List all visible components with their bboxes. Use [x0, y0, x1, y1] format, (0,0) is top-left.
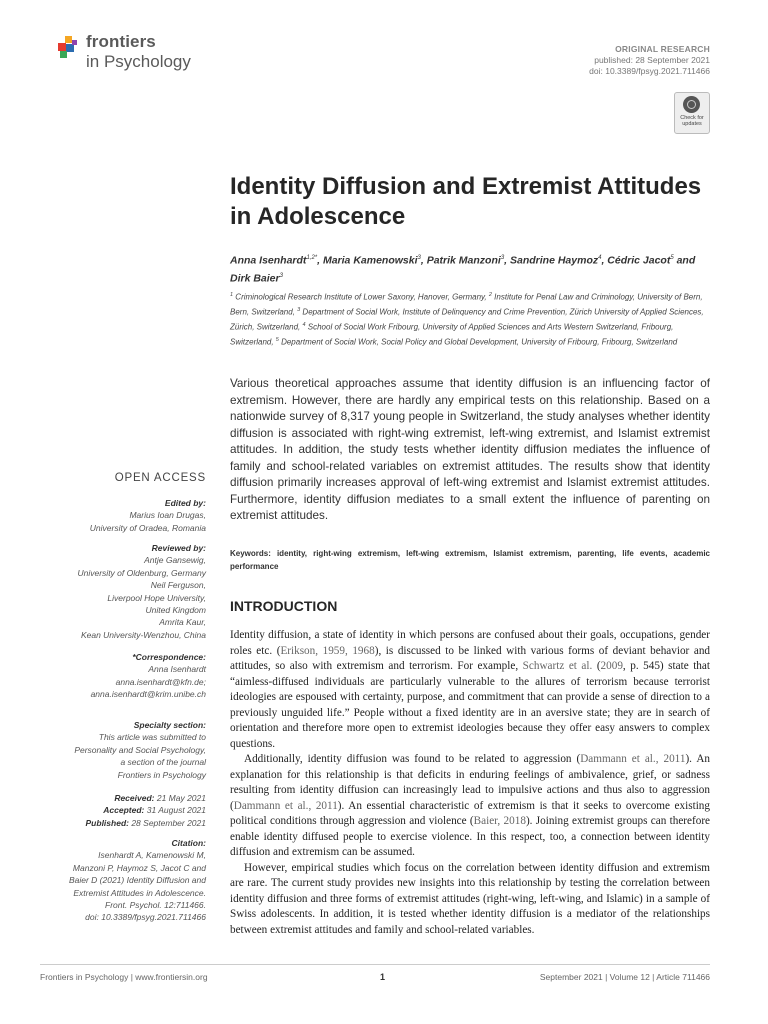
reviewer-line: Liverpool Hope University,: [107, 592, 206, 603]
footer-divider: [40, 964, 710, 965]
email-link[interactable]: anna.isenhardt@kfn.de;: [115, 676, 206, 687]
citation-line: Isenhardt A, Kamenowski M,: [98, 850, 206, 861]
author-name[interactable]: Anna Isenhardt: [230, 254, 307, 267]
section-heading-introduction: INTRODUCTION: [230, 598, 338, 614]
citation-link[interactable]: Dammann et al., 2011: [580, 753, 686, 765]
specialty-section: Specialty section: This article was submitted to Personality and Social Psychology, a section of the journal Frontiers in Psychology: [40, 719, 206, 781]
citation-line: Baier D (2021) Identity Diffusion and: [68, 875, 206, 886]
author-affiliation-marker: 5: [670, 255, 674, 261]
reviewer-line: Kean University-Wenzhou, China: [80, 629, 206, 640]
citation-link[interactable]: Schwartz et al.: [522, 660, 593, 672]
specialty-line: a section of the journal: [120, 757, 206, 768]
affiliations: [230, 289, 712, 348]
specialty-line: This article was submitted to: [98, 732, 206, 743]
page-number: 1: [380, 972, 386, 982]
open-access-label: OPEN ACCESS: [114, 472, 206, 484]
correspondence-line: Anna Isenhardt: [148, 664, 206, 675]
author-list: Anna Isenhardt$^{1,2*}$, Maria Kamenowski$^3$, Patrik Manzoni$^3$, Sandrine Haymoz$^4$, Cédric Jacot$^5$ and Dirk Baier$^3$: [230, 254, 696, 284]
author-name[interactable]: Patrik Manzoni: [426, 254, 501, 267]
citation-line: Front. Psychol. 12:711466.: [105, 900, 206, 911]
journal-logo[interactable]: [56, 32, 206, 80]
citation-link[interactable]: Erikson, 1959, 1968: [280, 644, 375, 657]
specialty-line: Frontiers in Psychology: [117, 769, 206, 780]
date-line: [40, 792, 206, 804]
body-text: [230, 628, 710, 938]
author-name[interactable]: Sandrine Haymoz: [510, 254, 599, 267]
reviewer-line: Neil Ferguson,: [150, 580, 206, 591]
author-affiliation-marker: 1,2*: [306, 255, 318, 261]
date-value: 21 May 2021: [156, 793, 206, 803]
brand-name: frontiers: [86, 32, 156, 51]
affiliation-marker: 1: [230, 292, 234, 298]
article-title: Identity Diffusion and Extremist Attitudes in Adolescence: [230, 173, 702, 230]
doi[interactable]: doi: 10.3389/fpsyg.2021.711466: [589, 66, 710, 76]
article-meta: [589, 44, 710, 77]
editor-line: Marius Ioan Drugas,: [129, 510, 206, 521]
author-name[interactable]: Cédric Jacot: [607, 254, 671, 267]
footer-issue: September 2021 | Volume 12 | Article 711466: [539, 972, 710, 982]
editor-line: University of Oradea, Romania: [89, 522, 206, 533]
affiliation-text: Criminological Research Institute of Lower Saxony, Hanover, Germany,: [233, 292, 489, 302]
affiliation-text: School of Social Work Fribourg, University of Applied Sciences and Arts Western Switzerland, Fribourg, Switzerland,: [230, 322, 674, 347]
reviewer-line: University of Oldenburg, Germany: [77, 567, 206, 578]
email-link[interactable]: anna.isenhardt@krim.unibe.ch: [90, 689, 206, 700]
date-value: 31 August 2021: [146, 805, 206, 816]
affiliation-marker: 4: [302, 321, 306, 328]
reviewer-line: Amrita Kaur,: [159, 617, 206, 628]
affiliation-text: Institute for Penal Law and Criminology, University of Bern, Bern, Switzerland,: [230, 292, 703, 317]
article-type: ORIGINAL RESEARCH: [615, 44, 710, 54]
check-for-updates-badge[interactable]: [674, 92, 708, 132]
edited-by: Edited by: Marius Ioan Drugas, University of Oradea, Romania: [40, 497, 206, 534]
author-affiliation-marker: 4: [598, 255, 602, 261]
citation-line: Extremist Attitudes in Adolescence.: [73, 887, 206, 898]
paragraph: Additionally, identity diffusion was found to be related to aggression (Dammann et al., 2011). An explanation for this relationship is that deficits in enduring feelings of ambivalence, grief, or sadness resulting from identity diffusion can increasingly lead to impulsive actions and thus also to aggression (Dammann et al., 2011). An essential characteristic of extremism is that it seeks to overcome existing political conditions through aggression and violence (Baier, 2018). Joining extremist groups can therefore enable identity diffused people to exercise violence. In this respect, too, a connection between identity diffusion and extremism can be assumed.: [230, 753, 711, 858]
citation-line: doi: 10.3389/fpsyg.2021.711466: [85, 912, 206, 923]
article-dates: [40, 792, 206, 829]
reviewed-by: Reviewed by: Antje Gansewig, University of Oldenburg, Germany Neil Ferguson, Liverpool Hope University, United Kingdom Amrita Kaur, Kean University-Wenzhou, China: [40, 542, 206, 641]
citation-link[interactable]: 2009: [600, 660, 623, 672]
paragraph: However, empirical studies which focus on the correlation between identity diffusion and extremism are rare. The current study provides new insights into this relationship by testing the correlation between identity diffusion and three forms of extremist attitudes (right-wing, left-wing, and Islamic) in a sample of Swiss adolescents. In addition, it is tested whether identity diffusion is a mediator of the relationships between extremist attitudes and family and school-related variables.: [230, 861, 710, 936]
author-affiliation-marker: 3: [500, 255, 505, 261]
author-name[interactable]: Dirk Baier: [230, 272, 280, 284]
reviewer-line: Antje Gansewig,: [144, 555, 206, 566]
paragraph: Identity diffusion, a state of identity in which persons are confused about their goals, occupations, gender roles etc. (Erikson, 1959, 1968), is discussed to be linked with various forms of deviant behavior and attitudes, so also with extremism and terrorism. For example, Schwartz et al. (2009, p. 545) state that “aimless-diffused individuals are particularly vulnerable to the allures of terrorism because terrorist ideologies are espoused with certainty, purpose, and commitment that can provide a sense of direction to a previously unguided life.” People without a fixed identity are in an aversive state; they are in search of orientation and therefore more open to extremist ideologies because they offer easy answers to complex questions.: [230, 629, 711, 750]
date-label: Accepted:: [103, 805, 147, 816]
citation-link[interactable]: Baier, 2018: [473, 815, 526, 827]
date-label: Published:: [85, 817, 132, 828]
citation-link[interactable]: Dammann et al., 2011: [233, 799, 338, 812]
correspondence: *Correspondence: Anna Isenhardt anna.isenhardt@kfn.de; anna.isenhardt@krim.unibe.ch: [40, 651, 206, 701]
specialty-line: Personality and Social Psychology,: [74, 744, 206, 755]
author-name[interactable]: Maria Kamenowski: [322, 254, 418, 267]
citation: Citation: Isenhardt A, Kamenowski M, Manzoni P, Haymoz S, Jacot C and Baier D (2021) Identity Diffusion and Extremist Attitudes in Adolescence. Front. Psychol. 12:711466. doi: 10.3389/fpsyg.2021.711466: [40, 837, 206, 924]
affiliation-text: Department of Social Work, Social Policy and Global Development, University of Fribourg, Fribourg, Switzerland: [278, 337, 678, 347]
affiliation-marker: 2: [488, 292, 492, 298]
author-affiliation-marker: 3: [279, 272, 283, 279]
keywords: Keywords: identity, right-wing extremism, left-wing extremism, Islamist extremism, parenting, life events, academic performance: [230, 549, 710, 571]
published-date: published: 28 September 2021: [594, 55, 710, 65]
reviewer-line: United Kingdom: [145, 605, 206, 616]
journal-name: in Psychology: [86, 52, 191, 71]
frontiers-logo-icon: [56, 34, 82, 60]
date-label: Received:: [114, 793, 157, 803]
abstract: Various theoretical approaches assume that identity diffusion is an influencing factor of extremism. However, there are hardly any empirical tests on this relationship. Based on a nationwide survey of 8,317 young people in Switzerland, the study analyses whether identity diffusion is associated with right-wing extremist, left-wing extremist, and Islamist extremist attitudes. In addition, the study tests whether identity diffusion mediates the influence of family and school-related variables on extremist attitudes. The results show that identity diffusion primarily increases approval of left-wing extremist and Islamist extremist attitudes. Furthermore, identity diffusion mediates to a small extent the influence of parenting on extremist attitudes.: [230, 377, 710, 522]
date-line: [40, 804, 206, 816]
badge-text: Check for updates: [680, 115, 704, 127]
affiliation-marker: 5: [275, 336, 279, 343]
check-updates-icon: [683, 96, 700, 113]
affiliation-marker: 3: [297, 306, 301, 313]
author-affiliation-marker: 3: [417, 255, 421, 261]
date-line: [40, 817, 206, 829]
footer-journal[interactable]: Frontiers in Psychology | www.frontiersin.org: [40, 972, 208, 982]
date-value: 28 September 2021: [131, 817, 206, 828]
affiliation-text: Department of Social Work, Institute of Delinquency and Crime Prevention, Zürich University of Applied Sciences, Zürich, Switzerland,: [230, 307, 704, 332]
citation-line: Manzoni P, Haymoz S, Jacot C and: [72, 862, 206, 873]
article-info-sidebar: [40, 497, 206, 937]
